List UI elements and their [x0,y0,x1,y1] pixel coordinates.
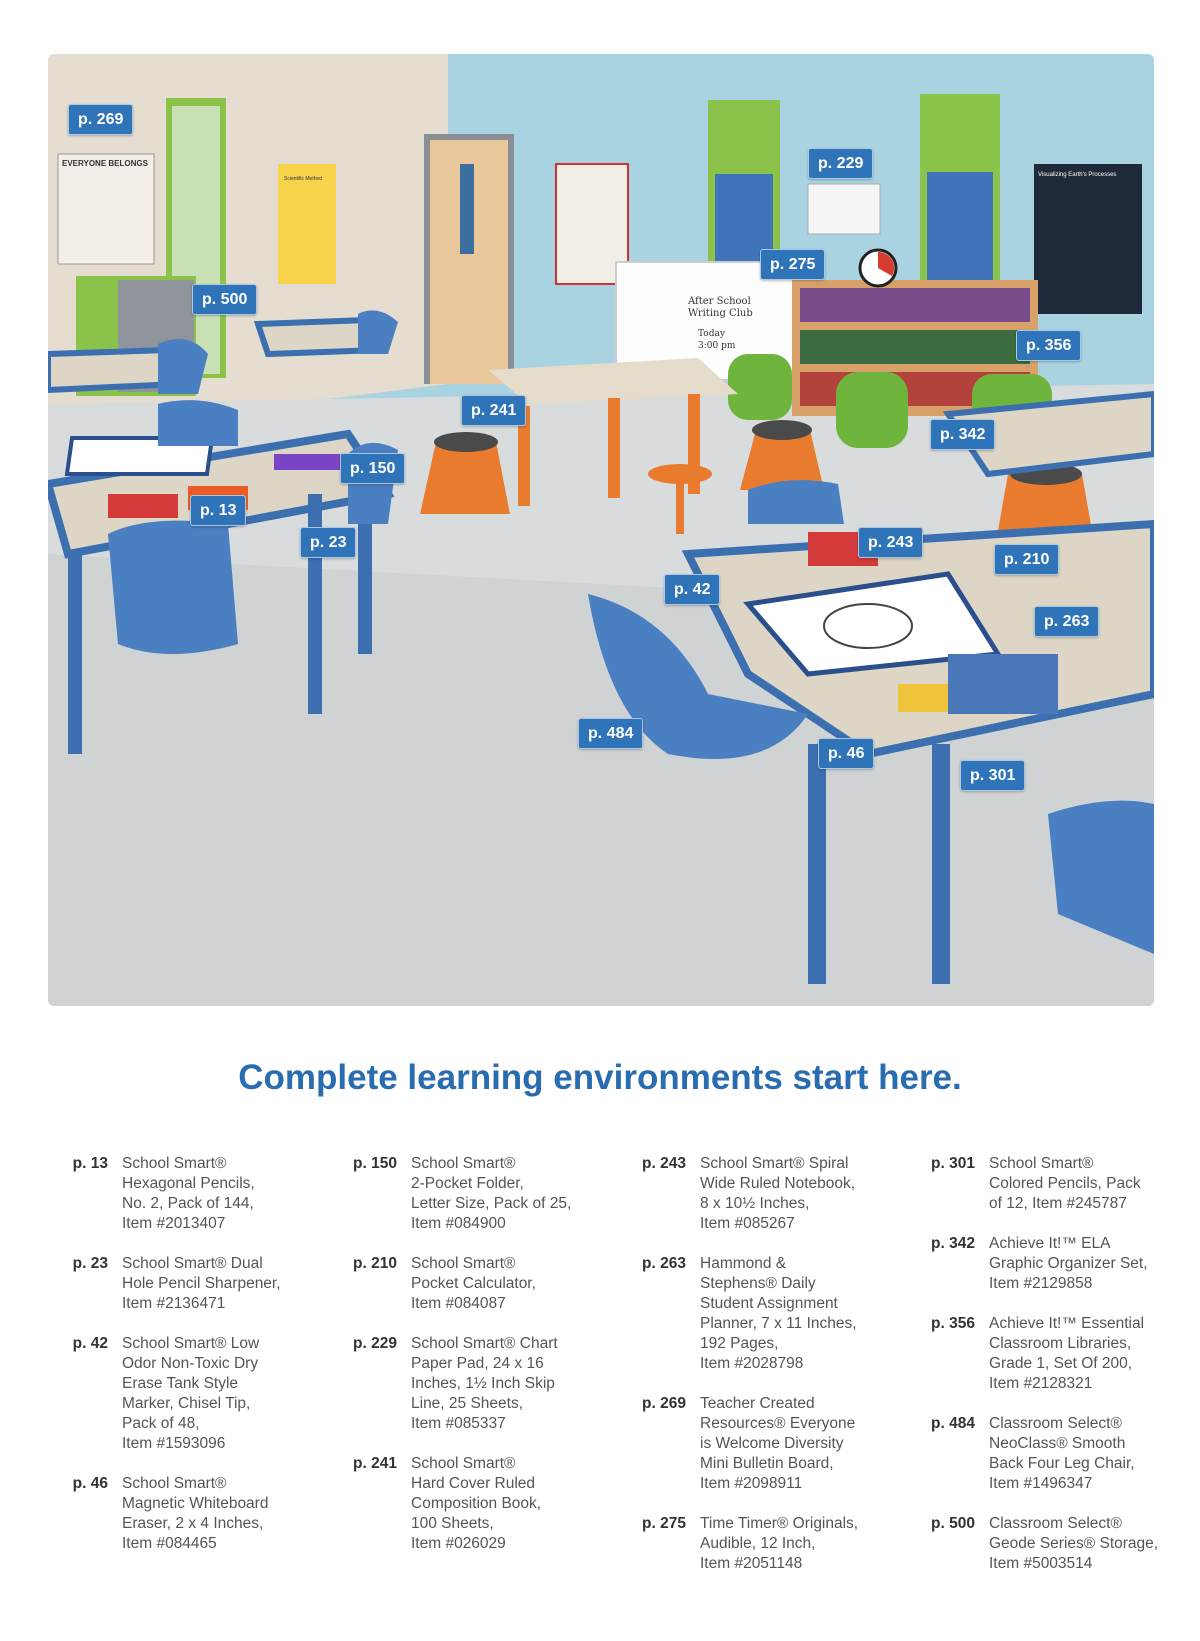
callout-p23[interactable]: p. 23 [300,527,356,558]
product-page: p. 275 [642,1515,686,1532]
product-entry-p150 [347,1154,623,1234]
product-entry-p500 [925,1514,1200,1574]
desc-line: Pack of 48, [122,1415,200,1432]
product-entry-p342 [925,1234,1200,1294]
desc-line: Pocket Calculator, [411,1275,536,1292]
callout-p263[interactable]: p. 263 [1034,606,1099,637]
callout-p241[interactable]: p. 241 [461,395,526,426]
desc-line: Inches, 1½ Inch Skip [411,1375,555,1392]
product-entry-p42 [58,1334,334,1454]
product-desc [700,1154,910,1234]
product-entry-p484 [925,1414,1200,1494]
product-entry-p356 [925,1314,1200,1394]
desc-line: Eraser, 2 x 4 Inches, [122,1515,264,1532]
desc-line: No. 2, Pack of 144, [122,1195,254,1212]
product-page: p. 342 [931,1235,975,1252]
desc-line: Item #5003514 [989,1555,1093,1572]
whiteboard-line-1: After School [688,296,751,307]
product-page: p. 210 [353,1255,397,1272]
desc-line: NeoClass® Smooth [989,1435,1126,1452]
product-desc [411,1254,621,1314]
desc-line: Geode Series® Storage, [989,1535,1159,1552]
desc-line: 192 Pages, [700,1335,779,1352]
product-desc [989,1234,1199,1294]
classroom-photo [48,54,1154,1006]
poster-diversity-text: EVERYONE BELONGS [62,159,148,168]
desc-line: School Smart® [411,1255,516,1272]
desc-line: School Smart® [122,1475,227,1492]
desc-line: Teacher Created [700,1395,815,1412]
desc-line: is Welcome Diversity [700,1435,844,1452]
desc-line: 100 Sheets, [411,1515,494,1532]
desc-line: Classroom Select® [989,1515,1122,1532]
desc-line: School Smart® [122,1155,227,1172]
callout-p356[interactable]: p. 356 [1016,330,1081,361]
desc-line: Grade 1, Set Of 200, [989,1355,1133,1372]
desc-line: Stephens® Daily [700,1275,816,1292]
product-entry-p263 [636,1254,912,1374]
desc-line: Item #2028798 [700,1355,804,1372]
desc-line: Wide Ruled Notebook, [700,1175,856,1192]
whiteboard-line-3: Today [698,329,725,339]
desc-line: School Smart® Low [122,1335,260,1352]
product-desc [989,1314,1199,1394]
product-desc [989,1514,1199,1574]
product-page: p. 13 [72,1155,108,1172]
product-entry-p46 [58,1474,334,1554]
desc-line: School Smart® Spiral [700,1155,849,1172]
product-entry-p23 [58,1254,334,1314]
product-page: p. 484 [931,1415,975,1432]
desc-line: Hammond & [700,1255,787,1272]
desc-line: Classroom Select® [989,1415,1122,1432]
desc-line: Item #026029 [411,1535,506,1552]
desc-line: School Smart® Chart [411,1335,558,1352]
desc-line: School Smart® [411,1155,516,1172]
desc-line: Hole Pencil Sharpener, [122,1275,281,1292]
callout-p229[interactable]: p. 229 [808,148,873,179]
product-column-3 [636,1154,912,1574]
product-page: p. 42 [72,1335,108,1352]
desc-line: Erase Tank Style [122,1375,239,1392]
desc-line: 8 x 10½ Inches, [700,1195,810,1212]
desc-line: Graphic Organizer Set, [989,1255,1148,1272]
desc-line: Colored Pencils, Pack [989,1175,1141,1192]
product-entry-p243 [636,1154,912,1234]
product-page: p. 263 [642,1255,686,1272]
desc-line: Item #084900 [411,1215,506,1232]
classroom-illustration [48,54,1154,1006]
desc-line: Line, 25 Sheets, [411,1395,524,1412]
product-column-1 [58,1154,334,1554]
desc-line: Item #2128321 [989,1375,1093,1392]
callout-p484[interactable]: p. 484 [578,718,643,749]
desc-line: Student Assignment [700,1295,838,1312]
product-page: p. 241 [353,1455,397,1472]
product-column-2 [347,1154,623,1554]
desc-line: Odor Non-Toxic Dry [122,1355,259,1372]
product-page: p. 500 [931,1515,975,1532]
desc-line: Item #084087 [411,1295,506,1312]
product-desc [122,1254,332,1314]
callout-p210[interactable]: p. 210 [994,544,1059,575]
desc-line: Item #2098911 [700,1475,803,1492]
product-page: p. 243 [642,1155,686,1172]
desc-line: Item #2136471 [122,1295,226,1312]
product-desc [122,1334,332,1454]
desc-line: Item #2051148 [700,1555,803,1572]
product-entry-p13 [58,1154,334,1234]
product-entry-p269 [636,1394,912,1494]
desc-line: Resources® Everyone [700,1415,856,1432]
callout-p42[interactable]: p. 42 [664,574,720,605]
desc-line: Item #085267 [700,1215,795,1232]
callout-p46[interactable]: p. 46 [818,738,874,769]
poster-earth-text: Visualizing Earth's Processes [1038,172,1117,178]
callout-p269[interactable]: p. 269 [68,104,133,135]
whiteboard-line-2: Writing Club [688,308,753,319]
desc-line: Item #1593096 [122,1435,226,1452]
poster-method-text: Scientific Method [284,176,323,182]
desc-line: of 12, Item #245787 [989,1195,1127,1212]
desc-line: Item #2129858 [989,1275,1093,1292]
product-entry-p241 [347,1454,623,1554]
desc-line: Hard Cover Ruled [411,1475,536,1492]
desc-line: School Smart® [411,1455,516,1472]
product-column-4 [925,1154,1200,1574]
desc-line: Achieve It!™ ELA [989,1235,1111,1252]
callout-p301[interactable]: p. 301 [960,760,1025,791]
product-desc [122,1474,332,1554]
callout-p342[interactable]: p. 342 [930,419,995,450]
product-entry-p275 [636,1514,912,1574]
callout-p150[interactable]: p. 150 [340,453,405,484]
callout-p243[interactable]: p. 243 [858,527,923,558]
desc-line: 2-Pocket Folder, [411,1175,524,1192]
desc-line: Item #1496347 [989,1475,1093,1492]
desc-line: Time Timer® Originals, [700,1515,859,1532]
page-headline: Complete learning environments start here. [238,1058,962,1097]
product-entry-p301 [925,1154,1200,1214]
whiteboard-line-4: 3:00 pm [698,341,736,351]
desc-line: Item #085337 [411,1415,506,1432]
product-page: p. 301 [931,1155,975,1172]
callout-p275[interactable]: p. 275 [760,249,825,280]
desc-line: Audible, 12 Inch, [700,1535,816,1552]
product-entry-p229 [347,1334,623,1434]
product-page: p. 23 [72,1255,108,1272]
desc-line: Item #2013407 [122,1215,226,1232]
desc-line: Letter Size, Pack of 25, [411,1195,572,1212]
callout-p500[interactable]: p. 500 [192,284,257,315]
product-page: p. 229 [353,1335,397,1352]
product-desc [700,1254,910,1374]
product-desc [989,1154,1199,1214]
product-desc [411,1154,621,1234]
desc-line: Composition Book, [411,1495,542,1512]
product-desc [411,1454,621,1554]
desc-line: Back Four Leg Chair, [989,1455,1135,1472]
product-desc [122,1154,332,1234]
product-page: p. 150 [353,1155,397,1172]
product-entry-p210 [347,1254,623,1314]
desc-line: Classroom Libraries, [989,1335,1132,1352]
product-desc [989,1414,1199,1494]
product-desc [411,1334,621,1434]
product-page: p. 356 [931,1315,975,1332]
desc-line: School Smart® Dual [122,1255,263,1272]
desc-line: Achieve It!™ Essential [989,1315,1145,1332]
desc-line: Paper Pad, 24 x 16 [411,1355,544,1372]
product-desc [700,1394,910,1494]
desc-line: School Smart® [989,1155,1094,1172]
product-desc [700,1514,910,1574]
product-page: p. 46 [72,1475,108,1492]
desc-line: Item #084465 [122,1535,217,1552]
desc-line: Magnetic Whiteboard [122,1495,269,1512]
desc-line: Mini Bulletin Board, [700,1455,834,1472]
desc-line: Marker, Chisel Tip, [122,1395,251,1412]
callout-p13[interactable]: p. 13 [190,495,246,526]
product-page: p. 269 [642,1395,686,1412]
desc-line: Planner, 7 x 11 Inches, [700,1315,857,1332]
desc-line: Hexagonal Pencils, [122,1175,255,1192]
